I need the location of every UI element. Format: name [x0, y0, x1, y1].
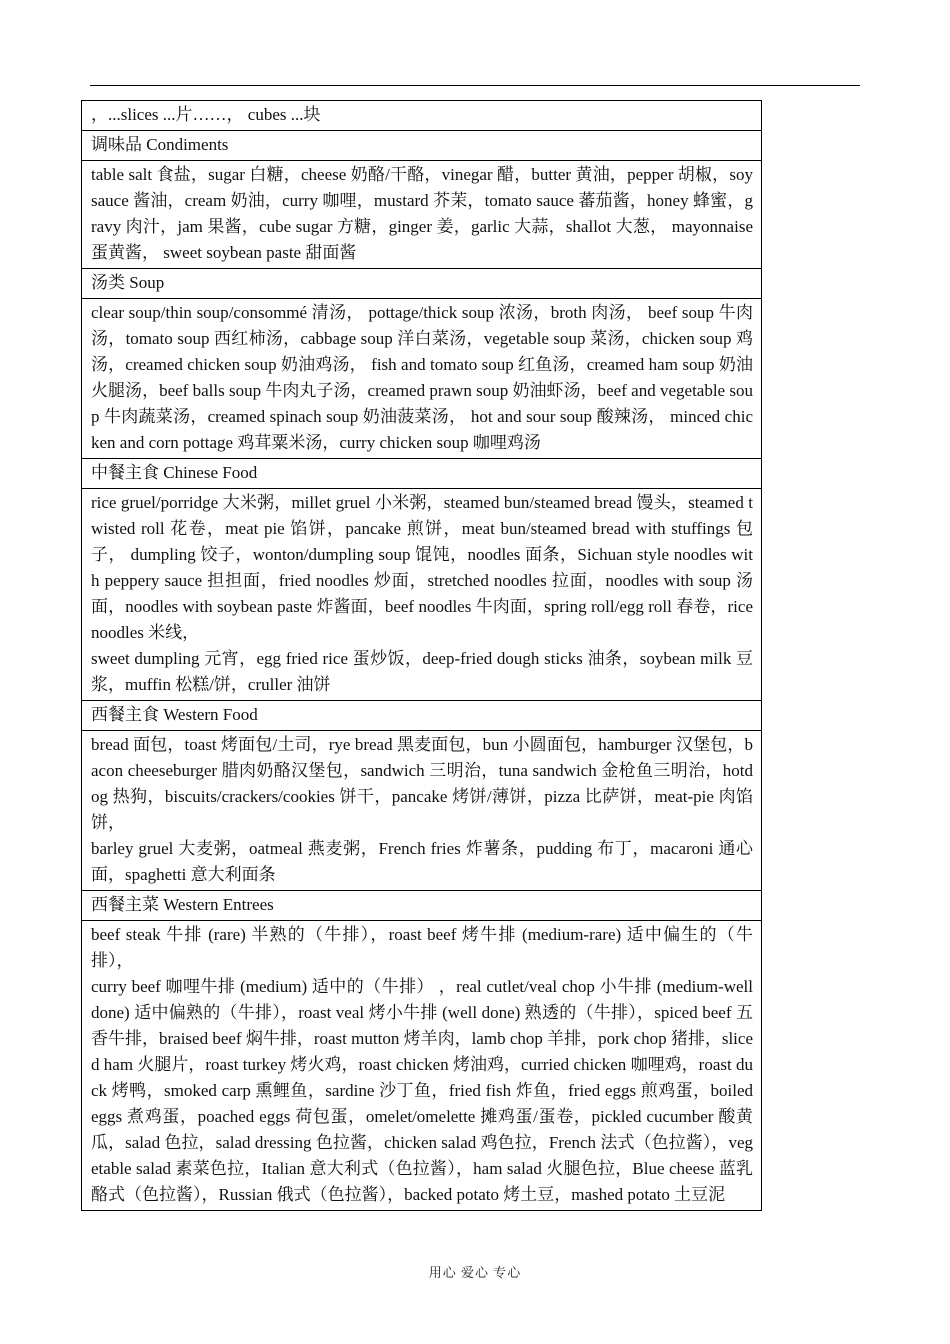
- content-paragraph: sweet dumpling 元宵，egg fried rice 蛋炒饭，deep-fried dough sticks 油条，soybean milk 豆浆，muffin 松糕/饼，cruller 油饼: [91, 649, 753, 694]
- table-row-heading: [82, 459, 762, 489]
- content-paragraph: bread 面包，toast 烤面包/土司，rye bread 黑麦面包，bun 小圆面包，hamburger 汉堡包，bacon cheeseburger 腊肉奶酪汉堡包，sandwich 三明治，tuna sandwich 金枪鱼三明治，hotdog 热狗，biscuits/crackers/cookies 饼干，pancake 烤饼/薄饼，pizza 比萨饼，meat-pie 肉馅饼，: [91, 735, 753, 832]
- section-heading-condiments: 调味品 Condiments: [82, 131, 762, 161]
- table-row-content: [82, 299, 762, 459]
- section-heading-soup: 汤类 Soup: [82, 269, 762, 299]
- section-heading-western-entrees: 西餐主菜 Western Entrees: [82, 891, 762, 921]
- section-content-condiments: [82, 161, 762, 269]
- intro-cell: ，...slices ...片……， cubes ...块: [82, 101, 762, 131]
- vocabulary-table-body: [82, 101, 762, 1211]
- table-row-content: [82, 489, 762, 701]
- table-row-content: [82, 731, 762, 891]
- content-paragraph: rice gruel/porridge 大米粥，millet gruel 小米粥，steamed bun/steamed bread 馒头，steamed twisted roll 花卷，meat pie 馅饼，pancake 煎饼，meat bun/steamed bread with stuffings 包子， dumpling 饺子，wonton/dumpling soup 馄饨，noodles 面条，Sichuan style noodles with peppery sauce 担担面，fried noodles 炒面，stretched noodles 拉面，noodles with soup 汤面，noodles with soybean paste 炸酱面，beef noodles 牛肉面，spring roll/egg roll 春卷，rice noodles 米线，: [91, 493, 753, 642]
- content-paragraph: curry beef 咖哩牛排 (medium) 适中的（牛排） ，real cutlet/veal chop 小牛排 (medium-well done) 适中偏熟的（牛排），roast veal 烤小牛排 (well done) 熟透的（牛排），spiced beef 五香牛排，braised beef 焖牛排，roast mutton 烤羊肉，lamb chop 羊排，pork chop 猪排，sliced ham 火腿片，roast turkey 烤火鸡，roast chicken 烤油鸡，curried chicken 咖哩鸡，roast duck 烤鸭，smoked carp 熏鲤鱼，sardine 沙丁鱼，fried fish 炸鱼，fried eggs 煎鸡蛋，boiled eggs 煮鸡蛋，poached eggs 荷包蛋，omelet/omelette 摊鸡蛋/蛋卷，pickled cucumber 酸黄瓜，salad 色拉，salad dressing 色拉酱，chicken salad 鸡色拉，French 法式（色拉酱），vegetable salad 素菜色拉，Italian 意大利式（色拉酱），ham salad 火腿色拉，Blue cheese 蓝乳酪式（色拉酱），Russian 俄式（色拉酱），backed potato 烤土豆，mashed potato 土豆泥: [91, 977, 753, 1204]
- table-row-heading: [82, 131, 762, 161]
- table-row-intro: [82, 101, 762, 131]
- table-row-content: [82, 921, 762, 1211]
- header-rule: [90, 85, 860, 86]
- page-footer: 用心 爱心 专心: [428, 1265, 522, 1280]
- section-heading-chinese-food: 中餐主食 Chinese Food: [82, 459, 762, 489]
- table-row-heading: [82, 891, 762, 921]
- section-content-western-food: [82, 731, 762, 891]
- table-row-content: [82, 161, 762, 269]
- content-paragraph: table salt 食盐，sugar 白糖，cheese 奶酪/干酪，vinegar 醋，butter 黄油，pepper 胡椒，soy sauce 酱油，cream 奶油，curry 咖哩，mustard 芥茉，tomato sauce 蕃茄酱，honey 蜂蜜，gravy 肉汁，jam 果酱，cube sugar 方糖，ginger 姜，garlic 大蒜，shallot 大葱， mayonnaise 蛋黄酱， sweet soybean paste 甜面酱: [91, 165, 753, 262]
- content-paragraph: beef steak 牛排 (rare) 半熟的（牛排），roast beef 烤牛排 (medium-rare) 适中偏生的（牛排），: [91, 925, 753, 970]
- section-content-western-entrees: [82, 921, 762, 1211]
- table-row-heading: [82, 269, 762, 299]
- section-content-soup: [82, 299, 762, 459]
- section-heading-western-food: 西餐主食 Western Food: [82, 701, 762, 731]
- vocabulary-table: [81, 100, 762, 1211]
- content-paragraph: barley gruel 大麦粥，oatmeal 燕麦粥，French fries 炸薯条，pudding 布丁，macaroni 通心面，spaghetti 意大利面条: [91, 839, 753, 884]
- table-row-heading: [82, 701, 762, 731]
- section-content-chinese-food: [82, 489, 762, 701]
- content-paragraph: clear soup/thin soup/consommé 清汤， pottage/thick soup 浓汤，broth 肉汤， beef soup 牛肉汤，tomato soup 西红柿汤，cabbage soup 洋白菜汤，vegetable soup 菜汤，chicken soup 鸡汤，creamed chicken soup 奶油鸡汤， fish and tomato soup 红鱼汤，creamed ham soup 奶油火腿汤，beef balls soup 牛肉丸子汤，creamed prawn soup 奶油虾汤，beef and vegetable soup 牛肉蔬菜汤，creamed spinach soup 奶油菠菜汤， hot and sour soup 酸辣汤， minced chicken and corn pottage 鸡茸粟米汤，curry chicken soup 咖哩鸡汤: [91, 303, 753, 452]
